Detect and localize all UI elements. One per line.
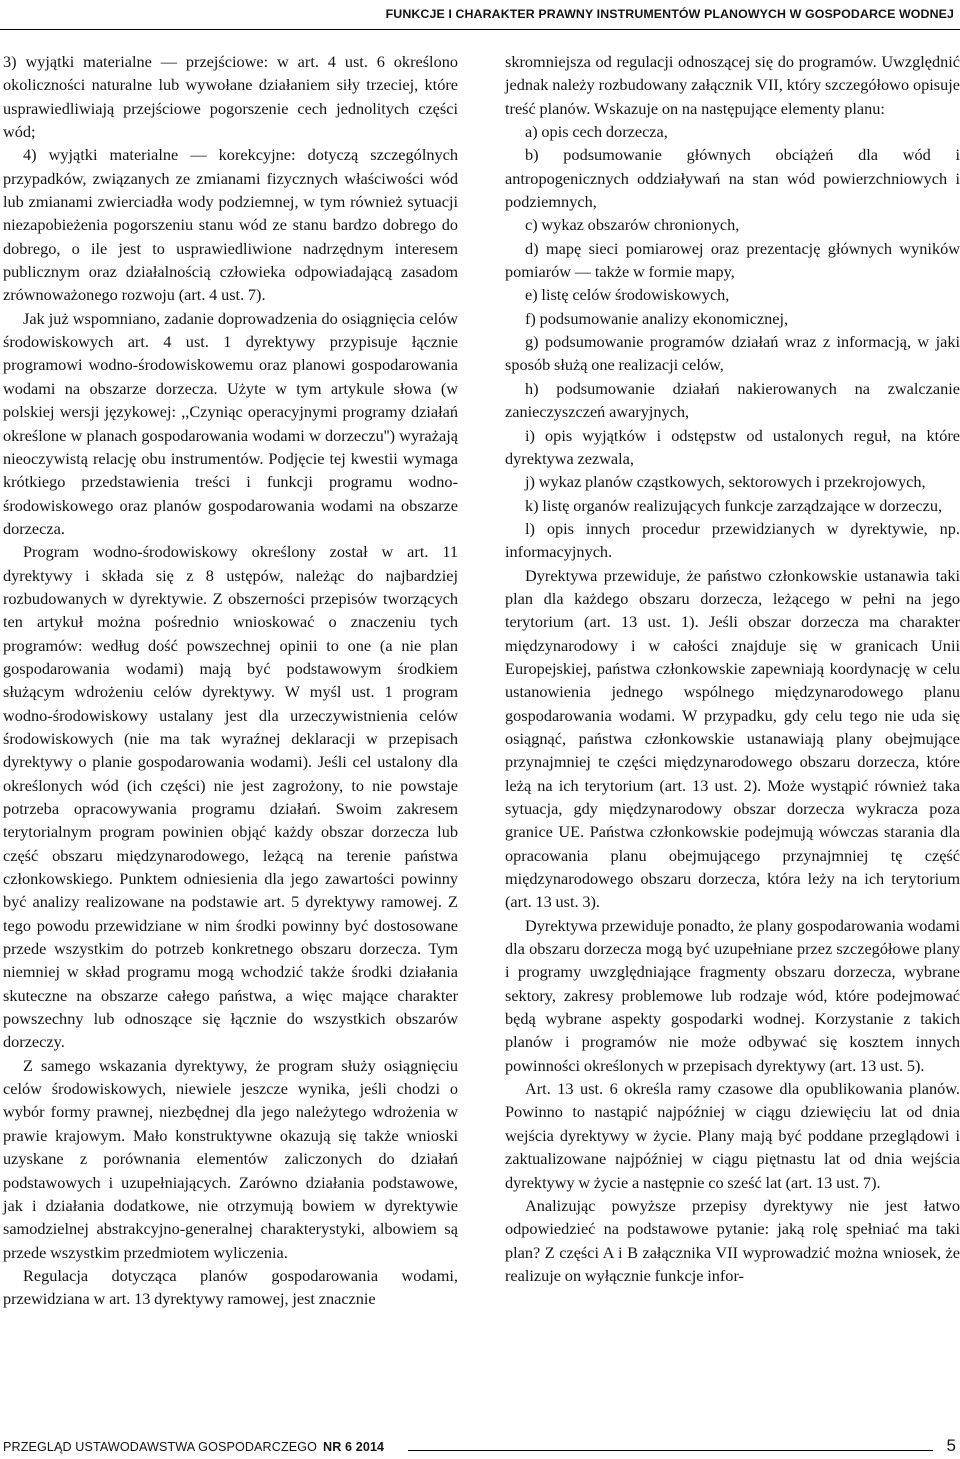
running-header: FUNKCJE I CHARAKTER PRAWNY INSTRUMENTÓW PLANOWYCH W GOSPODARCE WODNEJ bbox=[385, 7, 954, 21]
paragraph: d) mapę sieci pomiarowej oraz prezentację głównych wyników pomiarów — także w formie mapy, bbox=[505, 238, 960, 282]
paragraph: Jak już wspomniano, zadanie doprowadzenia do osiągnięcia celów środowiskowych art. 4 ust. 1 dyrektywy przypisuje łącznie programowi wodno-środowiskowemu oraz planowi gospodarowania wodami na obszarze dorzecza. Użyte w tym artykule słowa (w polskiej wersji językowej: ,,Czyniąc operacyjnymi programy działań określone w planach gospodarowania wodami w dorzeczu'') wyrażają nieoczywistą relację obu instrumentów. Podjęcie tej kwestii wymaga krótkiego przedstawienia treści i funkcji programu wodno-środowiskowego oraz planów gospodarowania wodami na obszarze dorzecza. bbox=[3, 308, 458, 538]
paragraph: 3) wyjątki materialne — przejściowe: w art. 4 ust. 6 określono okoliczności naturalne lub wywołane działaniem siły trzeciej, które usprawiedliwiają przejściowe pogorszenie cech jednolitych części wód; bbox=[3, 52, 458, 142]
paragraph: Analizując powyższe przepisy dyrektywy nie jest łatwo odpowiedzieć na podstawowe pytanie: jaką rolę spełniać ma taki plan? Z części A i B załącznika VII wyprowadzić można wniosek, że realizuje on wyłącznie funkcje infor- bbox=[505, 1195, 960, 1285]
paragraph: e) listę celów środowiskowych, bbox=[525, 285, 730, 305]
paragraph: i) opis wyjątków i odstępstw od ustalonych reguł, na które dyrektywa zezwala, bbox=[505, 425, 960, 468]
paragraph: Z samego wskazania dyrektywy, że program służy osiągnięciu celów środowiskowych, niewiele jeszcze wynika, jeśli chodzi o wybór formy prawnej, niezbędnej dla jego należytego wdrożenia w prawie krajowym. Mało konstruktywne okazują się także wnioski uzyskane z porównania elementów zaliczonych do działań podstawowych i uzupełniających. Zarówno działania podstawowe, jak i działania dodatkowe, nie otrzymują bowiem w dyrektywie samodzielnej abstrakcyjno-generalnej charakterystyki, albowiem są przede wszystkim przedmiotem wyliczenia. bbox=[3, 1055, 458, 1262]
paragraph: 4) wyjątki materialne — korekcyjne: dotyczą szczególnych przypadków, związanych ze zmianami fizycznych właściwości wód lub zmianami zwierciadła wody podziemnej, w tym również sytuacji niezapobieżenia pogorszeniu stanu wód ze stanu bardzo dobrego do dobrego, o ile jest to usprawiedliwione nadrzędnym interesem publicznym oraz działalnością człowieka odpowiadającą zasadom zrównoważonego rozwoju (art. 4 ust. 7). bbox=[3, 145, 458, 305]
paragraph: k) listę organów realizujących funkcje zarządzające w dorzeczu, bbox=[525, 495, 943, 515]
paragraph: Program wodno-środowiskowy określony został w art. 11 dyrektywy i składa się z 8 ustępów, należąc do najbardziej rozbudowanych w dyrektywie. Z obszerności przepisów tworzących ten artykuł można pośrednio wnioskować o znaczeniu tych programów: według dość powszechnej opinii to one (a nie plan gospodarowania wodami) mają być podstawowym środkiem służącym wdrożeniu celów dyrektywy. W myśl ust. 1 program wodno-środowiskowy ustalany jest dla urzeczywistnienia celów środowiskowych (nie ma tak wyraźnej deklaracji w przepisach dyrektywy o planie gospodarowania wodami). Jeśli cel ustalony dla określonych wód (ich części) nie jest zagrożony, to nie powstaje potrzeba opracowywania programu działań. Swoim zakresem terytorialnym program powinien objąć każdy obszar dorzecza lub część obszaru międzynarodowego, leżącą na terenie państwa członkowskiego. Punktem odniesienia dla jego zawartości powinny być analizy realizowane na podstawie art. 5 dyrektywy ramowej. Z tego powodu przewidziane w nim środki powinny być dostosowane przede wszystkim do potrzeb konkretnego obszaru dorzecza. Tym niemniej w skład programu mogą wchodzić także środki działania skuteczne na obszarze całego państwa, a więc mające charakter powszechny lub odnoszące się łącznie do wszystkich obszarów dorzeczy. bbox=[3, 542, 458, 1052]
page-number: 5 bbox=[946, 1436, 956, 1455]
right-column bbox=[505, 50, 960, 1287]
paragraph: f) podsumowanie analizy ekonomicznej, bbox=[525, 308, 789, 328]
paragraph: Art. 13 ust. 6 określa ramy czasowe dla opublikowania planów. Powinno to nastąpić najpóźniej w ciągu dziewięciu lat od dnia wejścia dyrektywy w życie. Plany mają być poddane przeglądowi i zaktualizowane najpóźniej w ciągu piętnastu lat od dnia wejścia dyrektywy w życie a następnie co sześć lat (art. 13 ust. 7). bbox=[505, 1079, 960, 1192]
paragraph: c) wykaz obszarów chronionych, bbox=[525, 215, 740, 235]
paragraph: j) wykaz planów cząstkowych, sektorowych i przekrojowych, bbox=[525, 472, 926, 492]
paragraph: skromniejsza od regulacji odnoszącej się do programów. Uwzględnić jednak należy rozbudowany załącznik VII, który szczegółowo opisuje treść planów. Wskazuje on na następujące elementy planu: bbox=[505, 52, 960, 118]
paragraph: g) podsumowanie programów działań wraz z informacją, w jaki sposób służą one realizacji celów, bbox=[505, 332, 960, 375]
paragraph: a) opis cech dorzecza, bbox=[525, 122, 668, 142]
paragraph: h) podsumowanie działań nakierowanych na zwalczanie zanieczyszczeń awaryjnych, bbox=[505, 378, 960, 422]
footer-journal bbox=[3, 1440, 384, 1454]
journal-name: PRZEGLĄD USTAWODAWSTWA GOSPODARCZEGO bbox=[3, 1440, 318, 1454]
paragraph: b) podsumowanie głównych obciążeń dla wód i antropogenicznych oddziaływań na stan wód powierzchniowych i podziemnych, bbox=[505, 145, 960, 212]
paragraph: l) opis innych procedur przewidzianych w dyrektywie, np. informacyjnych. bbox=[505, 518, 960, 562]
paragraph: Dyrektywa przewiduje, że państwo członkowskie ustanawia taki plan dla każdego obszaru dorzecza, leżącego w pełni na jego terytorium (art. 13 ust. 1). Jeśli obszar dorzecza ma charakter międzynarodowy i w całości znajduje się w granicach Unii Europejskiej, państwa członkowskie zapewniają koordynację w celu ustanowienia jednego wspólnego międzynarodowego planu gospodarowania wodami. W przypadku, gdy celu tego nie uda się osiągnąć, państwa członkowskie ustanawiają plany obejmujące przynajmniej te części międzynarodowego obszaru dorzecza, które leżą na ich terytorium (art. 13 ust. 2). Może wystąpić również taka sytuacja, gdy międzynarodowy obszar dorzecza wykracza poza granice UE. Państwa członkowskie podejmują wówczas starania dla opracowania planu obejmującego przynajmniej tę część międzynarodowego obszaru dorzecza, która leży na ich terytorium (art. 13 ust. 3). bbox=[505, 565, 960, 912]
left-column bbox=[3, 50, 458, 1311]
footer-rule bbox=[408, 1450, 933, 1451]
header-rule bbox=[0, 29, 960, 30]
paragraph: Dyrektywa przewiduje ponadto, że plany gospodarowania wodami dla obszaru dorzecza mogą być uzupełniane przez szczegółowe plany i programy uwzględniające fragmenty obszaru dorzecza, wybrane sektory, zakresy problemowe lub rodzaje wód, które podejmować będą wybrane aspekty gospodarki wodnej. Korzystanie z takich planów i programów nie może odbywać się kosztem innych powinności określonych w przepisach dyrektywy (art. 13 ust. 5). bbox=[505, 915, 960, 1075]
issue-number: NR 6 2014 bbox=[323, 1440, 385, 1454]
paragraph: Regulacja dotycząca planów gospodarowania wodami, przewidziana w art. 13 dyrektywy ramowej, jest znacznie bbox=[3, 1265, 458, 1309]
